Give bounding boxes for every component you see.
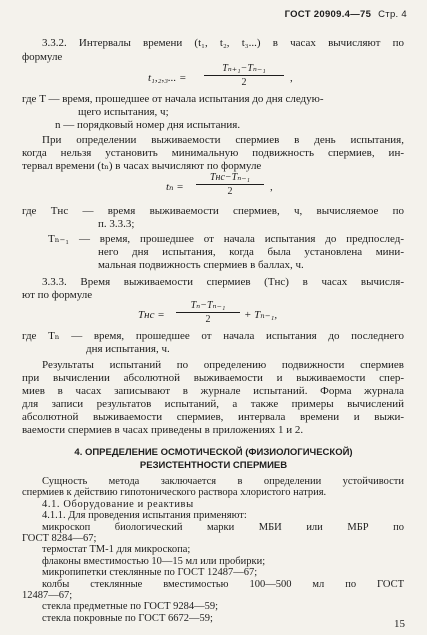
pdef-formula-fraction [196, 172, 264, 198]
pres-line-1: Результаты испытаний по определению подвижности спермиев [42, 359, 404, 371]
page-header [285, 9, 407, 20]
s4-line-8: флаконы вместимостью 10—15 мл или пробирки; [42, 555, 266, 567]
s332-line-1: 3.3.2. Интервалы времени (t₁, t₂, t₃...) в часах вычисляют по [42, 37, 404, 49]
s4-line-12: стекла предметные по ГОСТ 9284—59; [42, 601, 219, 613]
s332-formula-tail: , [290, 72, 293, 84]
page-label: Стр. 4 [378, 9, 407, 20]
page-number: 15 [394, 618, 405, 630]
section-4-heading-1: 4. ОПРЕДЕЛЕНИЕ ОСМОТИЧЕСКОЙ (ФИЗИОЛОГИЧЕСКОЙ) [74, 447, 353, 458]
s4-line-11: 12487—67; [22, 590, 73, 601]
s333-line-2: ют по формуле [22, 289, 93, 301]
s332-formula-fraction [204, 63, 284, 89]
s333-denominator: 2 [205, 314, 211, 325]
pdef-where-2: п. 3.3.3; [98, 218, 135, 230]
s332-line-2: формуле [22, 51, 63, 63]
s332-formula-lhs: t₁,₂,₃... = [148, 72, 187, 84]
s4-line-9: микропипетки стеклянные по ГОСТ 12487—67; [42, 567, 258, 579]
pdef-numerator: Tнс−Tₙ₋₁ [196, 172, 264, 185]
pdef-line-2: когда нельзя установить минимальную подвижность спермиев, ин- [22, 147, 404, 159]
s333-line-1: 3.3.3. Время выживаемости спермиев (Tнс) в часах вычисля- [42, 276, 404, 288]
pdef-formula-lhs: tₙ = [166, 181, 184, 193]
s4-line-13: стекла покровные по ГОСТ 6672—59; [42, 612, 213, 624]
pres-line-5: абсолютной выживаемости спермиев, интервала времени и выжи- [22, 411, 404, 423]
s4-line-7: термостат ТМ-1 для микроскопа; [42, 544, 191, 556]
s4-line-10: колбы стеклянные вместимостью 100—500 мл по ГОСТ [42, 578, 404, 590]
s4-line-5: микроскоп биологический марки МБИ или МБР по [42, 521, 404, 533]
s333-formula-lhs: Tнс = [138, 309, 165, 321]
s333-formula-fraction [176, 300, 240, 326]
section-4-heading-2: РЕЗИСТЕНТНОСТИ СПЕРМИЕВ [139, 460, 288, 471]
pdef-where-3: Tₙ₋₁ — время, прошедшее от начала испытания до предпослед- [48, 233, 404, 245]
standard-code: ГОСТ 20909.4—75 [284, 9, 372, 20]
s4-line-1: Сущность метода заключается в определении устойчивости [42, 476, 404, 487]
pres-line-3: миев в часах записывают в журнале испытаний. Форма журнала [22, 385, 404, 397]
s332-where-1: где T — время, прошедшее от начала испытания до дня следую- [22, 93, 324, 105]
pdef-denominator: 2 [227, 186, 233, 197]
s4-line-3: 4.1. Оборудование и реактивы [42, 498, 194, 510]
s332-where-3: n — порядковый номер дня испытания. [55, 119, 241, 131]
s4-line-4: 4.1.1. Для проведения испытания применяют: [42, 510, 247, 522]
s333-formula-tail: + Tₙ₋₁, [244, 309, 278, 321]
s333-where-1: где Tₙ — время, прошедшее от начала испытания до последнего [22, 330, 404, 342]
pdef-formula-tail: , [270, 181, 273, 193]
s332-denominator: 2 [241, 77, 247, 88]
s332-where-2: щего испытания, ч; [78, 106, 169, 118]
pdef-where-4: него дня испытания, когда была установлена мини- [98, 246, 404, 258]
pres-line-4: для записи результатов испытаний, а также примеры вычислений [22, 398, 404, 410]
s332-numerator: Tₙ₊₁−Tₙ₋₁ [204, 63, 284, 76]
pdef-where-1: где Tнс — время выживаемости спермиев, ч, вычисляемое по [22, 205, 404, 217]
pres-line-6: ваемости спермиев в часах приведены в приложениях 1 и 2. [22, 424, 304, 436]
s333-numerator: Tₙ−Tₙ₋₁ [176, 300, 240, 313]
pdef-line-1: При определении выживаемости спермиев в день испытания, [42, 134, 404, 146]
pres-line-2: при вычислении абсолютной выживаемости и выживаемости спер- [22, 372, 404, 384]
s4-line-6: ГОСТ 8284—67; [22, 533, 97, 544]
pdef-where-5: мальная подвижность спермиев в баллах, ч. [98, 259, 304, 271]
pdef-line-3: тервал времени (tₙ) в часах вычисляют по формуле [22, 160, 262, 172]
s333-where-2: дня испытания, ч. [86, 343, 170, 355]
s4-line-2: спермиев к действию гипотонического раствора хлористого натрия. [22, 487, 327, 499]
